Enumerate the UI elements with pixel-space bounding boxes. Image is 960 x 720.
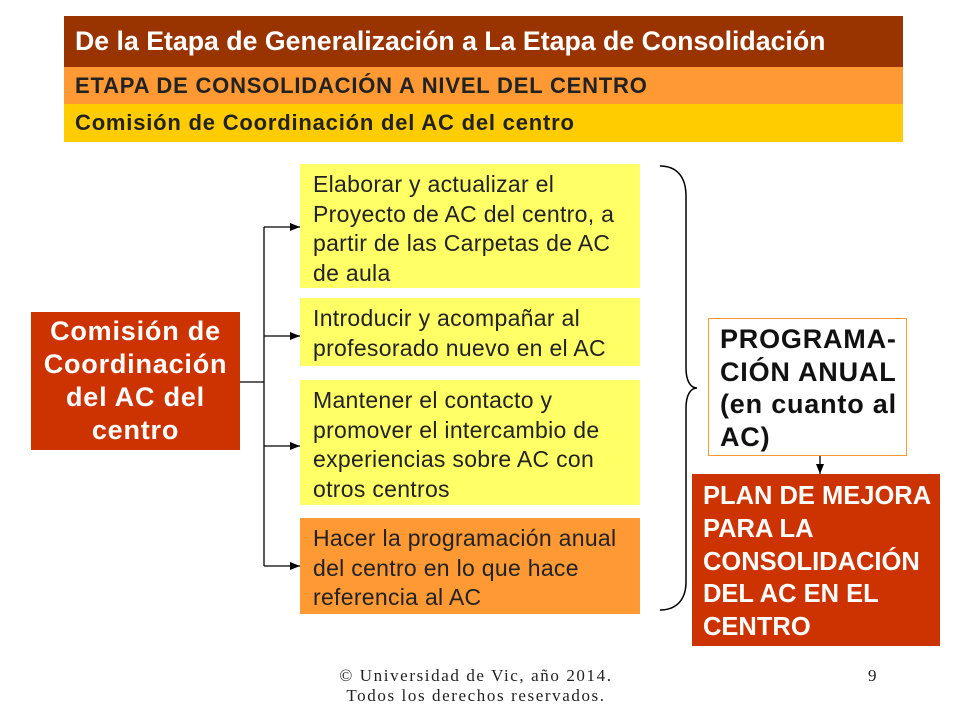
copyright-line-1: © Universidad de Vic, año 2014.	[339, 666, 613, 685]
section-band	[64, 104, 903, 142]
section-heading: Comisión de Coordinación del AC del centro	[75, 110, 575, 135]
slide-title: De la Etapa de Generalización a La Etapa de Consolidación	[75, 26, 826, 56]
stage-heading: ETAPA DE CONSOLIDACIÓN A NIVEL DEL CENTRO	[75, 72, 648, 98]
copyright-line-2: Todos los derechos reservados.	[346, 686, 606, 705]
footer-copyright	[300, 666, 652, 706]
stage-band	[64, 67, 903, 104]
annual-programming-box: PROGRAMA- CIÓN ANUAL (en cuanto al AC)	[708, 318, 907, 456]
task-box-4: Hacer la programación anual del centro en lo que hace referencia al AC	[300, 518, 640, 614]
task-box-1: Elaborar y actualizar el Proyecto de AC del centro, a partir de las Carpetas de AC de aula	[300, 164, 640, 288]
task-box-3: Mantener el contacto y promover el intercambio de experiencias sobre AC con otros centros	[300, 380, 640, 505]
task-box-2: Introducir y acompañar al profesorado nuevo en el AC	[300, 298, 640, 366]
source-box	[31, 312, 240, 450]
slide-title-band	[64, 16, 903, 67]
improvement-plan-box: PLAN DE MEJORA PARA LA CONSOLIDACIÓN DEL AC EN EL CENTRO	[692, 474, 940, 646]
source-label: Comisión de Coordinación del AC del centro	[43, 316, 228, 445]
page-number: 9	[868, 666, 877, 685]
